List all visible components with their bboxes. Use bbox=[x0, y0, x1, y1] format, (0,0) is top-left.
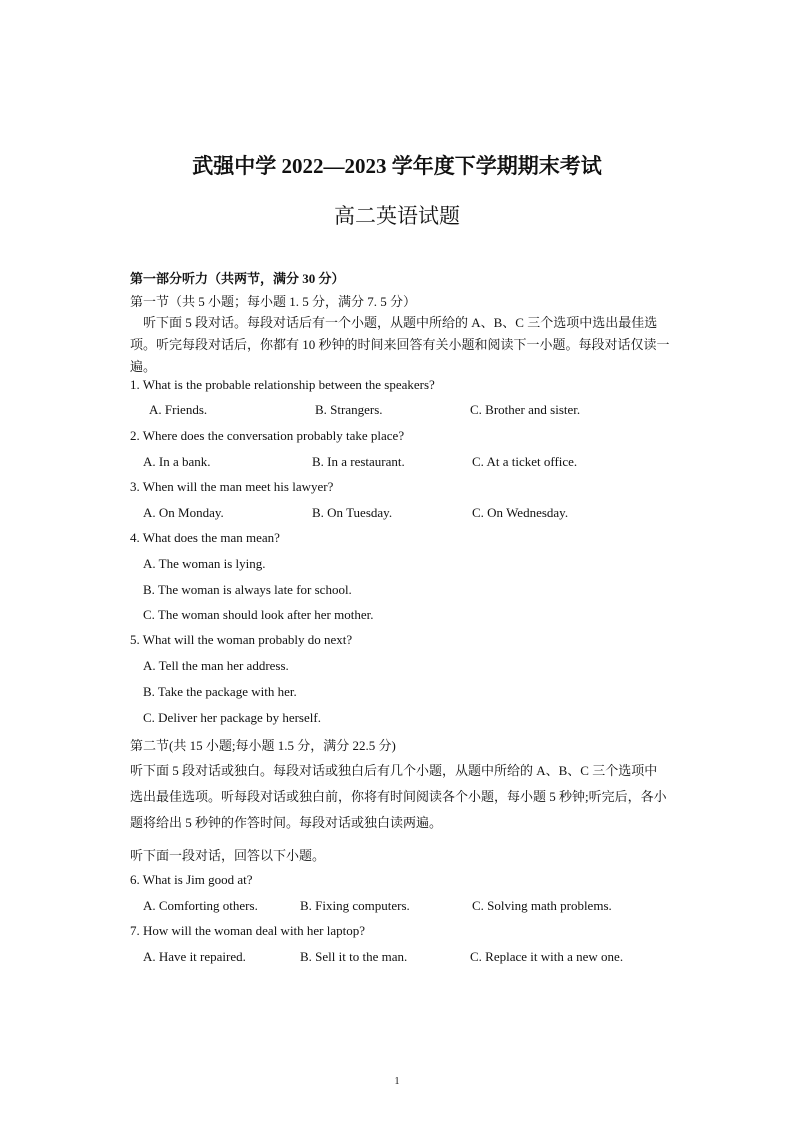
q1-option-b: B. Strangers. bbox=[315, 402, 383, 417]
question-5: 5. What will the woman probably do next? bbox=[130, 632, 353, 647]
exam-title: 武强中学 2022—2023 学年度下学期期末考试 bbox=[192, 154, 602, 178]
question-1: 1. What is the probable relationship between the speakers? bbox=[130, 377, 435, 392]
question-7: 7. How will the woman deal with her laptop? bbox=[130, 923, 366, 938]
question-4: 4. What does the man mean? bbox=[130, 530, 280, 545]
q3-option-b: B. On Tuesday. bbox=[312, 505, 393, 520]
q5-option-a: A. Tell the man her address. bbox=[143, 658, 289, 673]
section2-instructions: 听下面 5 段对话或独白。每段对话或独白后有几个小题，从题中所给的 A、B、C 三个选项中选出最佳选项。听每段对话或独白前，你将有时间阅读各个小题，每小题 5 秒钟;听完后，各小题将给出 5 秒钟的作答时间。每段对话或独白读两遍。 bbox=[130, 763, 667, 830]
page-number: 1 bbox=[394, 1076, 400, 1087]
q2-option-c: C. At a ticket office. bbox=[472, 454, 578, 469]
q2-option-b: B. In a restaurant. bbox=[312, 454, 405, 469]
q7-option-b: B. Sell it to the man. bbox=[300, 949, 408, 964]
q7-option-c: C. Replace it with a new one. bbox=[470, 949, 624, 964]
question-2: 2. Where does the conversation probably take place? bbox=[130, 428, 405, 443]
q7-option-a: A. Have it repaired. bbox=[143, 949, 246, 964]
q6-option-a: A. Comforting others. bbox=[143, 898, 258, 913]
q5-option-c: C. Deliver her package by herself. bbox=[143, 710, 321, 725]
q6-option-b: B. Fixing computers. bbox=[300, 898, 410, 913]
exam-subtitle: 高二英语试题 bbox=[334, 204, 460, 228]
q4-option-c: C. The woman should look after her mother. bbox=[143, 607, 374, 622]
q5-option-b: B. Take the package with her. bbox=[143, 684, 297, 699]
q6-option-c: C. Solving math problems. bbox=[472, 898, 612, 913]
section2-heading: 第二节(共 15 小题;每小题 1.5 分，满分 22.5 分) bbox=[130, 738, 396, 753]
q1-option-a: A. Friends. bbox=[149, 402, 208, 417]
question-6: 6. What is Jim good at? bbox=[130, 872, 253, 887]
q1-option-c: C. Brother and sister. bbox=[470, 402, 581, 417]
dialog-note: 听下面一段对话，回答以下小题。 bbox=[130, 848, 326, 863]
q2-option-a: A. In a bank. bbox=[143, 454, 211, 469]
part1-heading: 第一部分听力（共两节，满分 30 分） bbox=[130, 271, 345, 286]
q4-option-b: B. The woman is always late for school. bbox=[143, 582, 352, 597]
q4-option-a: A. The woman is lying. bbox=[143, 556, 266, 571]
section1-heading: 第一节（共 5 小题；每小题 1. 5 分，满分 7. 5 分） bbox=[130, 294, 417, 309]
q3-option-a: A. On Monday. bbox=[143, 505, 224, 520]
question-3: 3. When will the man meet his lawyer? bbox=[130, 479, 334, 494]
section1-instructions: 听下面 5 段对话。每段对话后有一个小题，从题中所给的 A、B、C 三个选项中选出最佳选项。听完每段对话后，你都有 10 秒钟的时间来回答有关小题和阅读下一小题。每段对话仅读一遍。 bbox=[130, 315, 670, 374]
q3-option-c: C. On Wednesday. bbox=[472, 505, 569, 520]
